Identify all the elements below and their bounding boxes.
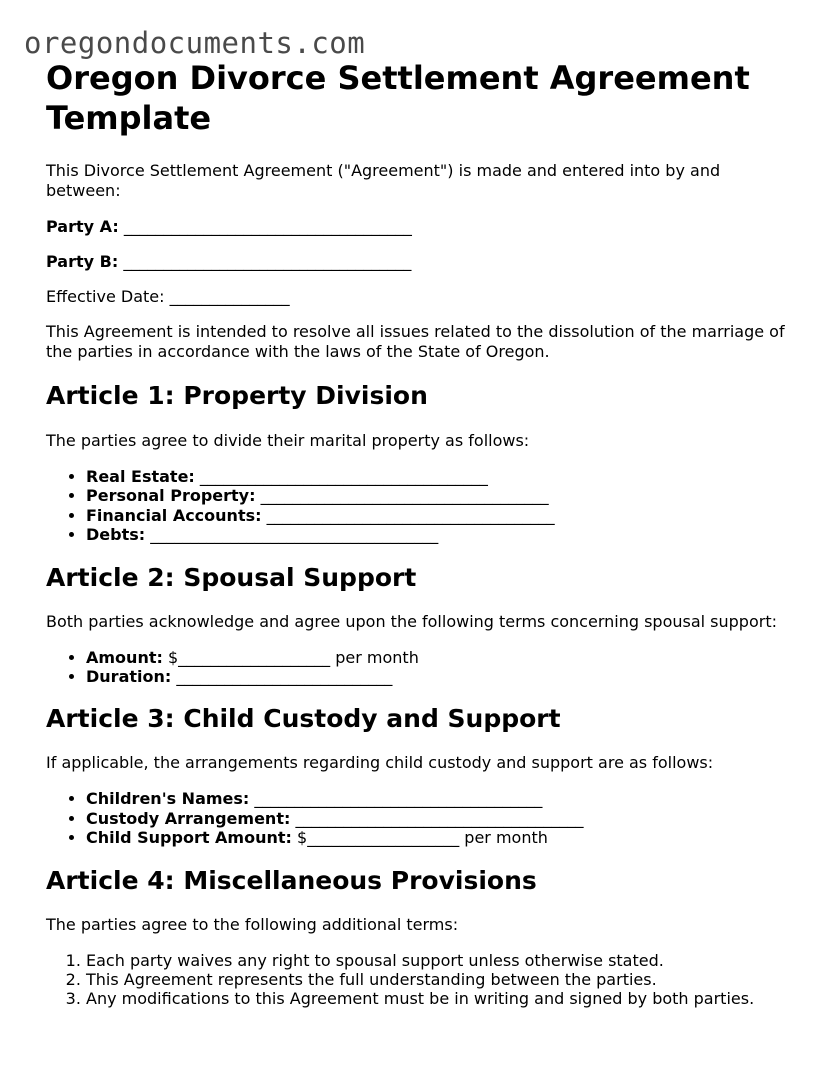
list-item: 2. This Agreement represents the full understanding between the parties. (86, 970, 786, 989)
item-blank: ____________________________________ (254, 789, 543, 809)
effective-date-label: Effective Date: (46, 287, 165, 306)
item-label: Children's Names: (86, 789, 250, 809)
article-2-heading: Article 2: Spousal Support (46, 562, 417, 592)
article-2-list (46, 648, 786, 687)
article-2-intro: Both parties acknowledge and agree upon the following terms concerning spousal support: (46, 611, 777, 631)
item-label: Amount: (86, 647, 163, 667)
article-1-heading: Article 1: Property Division (46, 381, 428, 410)
list-item (86, 809, 786, 828)
item-blank: ____________________________________ (199, 467, 488, 486)
intro-paragraph: This Divorce Settlement Agreement ("Agreement") is made and entered into by and between: (46, 161, 721, 200)
item-label: Personal Property: (86, 486, 256, 506)
item-label: Duration: (86, 667, 172, 687)
article-1-list (46, 467, 786, 545)
party-b-line (46, 252, 786, 272)
effective-date-line (46, 287, 786, 307)
article-3-list (46, 789, 786, 847)
list-item (86, 667, 786, 686)
list-item (86, 789, 786, 808)
item-label: Financial Accounts: (86, 505, 262, 525)
list-item (86, 648, 786, 667)
item-label: Debts: (86, 525, 146, 545)
item-blank: $___________________ per month (167, 647, 419, 667)
item-blank: ___________________________ (176, 667, 393, 687)
article-3-heading: Article 3: Child Custody and Support (46, 704, 561, 734)
document-page (46, 58, 786, 1009)
list-item: 3. Any modifications to this Agreement must be in writing and signed by both parties. (86, 989, 786, 1008)
article-1-intro: The parties agree to divide their marital property as follows: (46, 431, 530, 450)
party-b-label: Party B: (46, 252, 119, 271)
purpose-paragraph: This Agreement is intended to resolve all issues related to the dissolution of the marriage of the parties in accordance with the laws of the State of Oregon. (46, 322, 785, 361)
party-b-blank: ____________________________________ (123, 252, 412, 271)
item-label: Real Estate: (86, 467, 195, 486)
item-blank: ____________________________________ (266, 505, 555, 525)
effective-date-blank: _______________ (169, 287, 290, 306)
party-a-line (46, 217, 786, 237)
article-4-list (46, 951, 786, 1009)
list-item (86, 525, 786, 544)
article-3-intro: If applicable, the arrangements regarding child custody and support are as follows: (46, 753, 714, 773)
party-a-blank: ____________________________________ (123, 217, 412, 236)
item-label: Custody Arrangement: (86, 808, 291, 828)
list-item (86, 486, 786, 505)
item-blank: ____________________________________ (260, 486, 549, 506)
article-4-heading: Article 4: Miscellaneous Provisions (46, 865, 537, 895)
item-label: Child Support Amount: (86, 828, 292, 848)
item-blank: ____________________________________ (150, 525, 439, 545)
list-item: 1. Each party waives any right to spousal support unless otherwise stated. (86, 951, 786, 970)
site-watermark: oregondocuments.com (24, 26, 366, 60)
article-4-intro: The parties agree to the following additional terms: (46, 914, 459, 934)
item-blank: $___________________ per month (297, 828, 548, 848)
document-title: Oregon Divorce Settlement Agreement Template (46, 59, 750, 137)
list-item (86, 506, 786, 525)
list-item (86, 467, 786, 486)
party-a-label: Party A: (46, 217, 119, 236)
item-blank: ____________________________________ (295, 808, 584, 828)
list-item (86, 828, 786, 847)
